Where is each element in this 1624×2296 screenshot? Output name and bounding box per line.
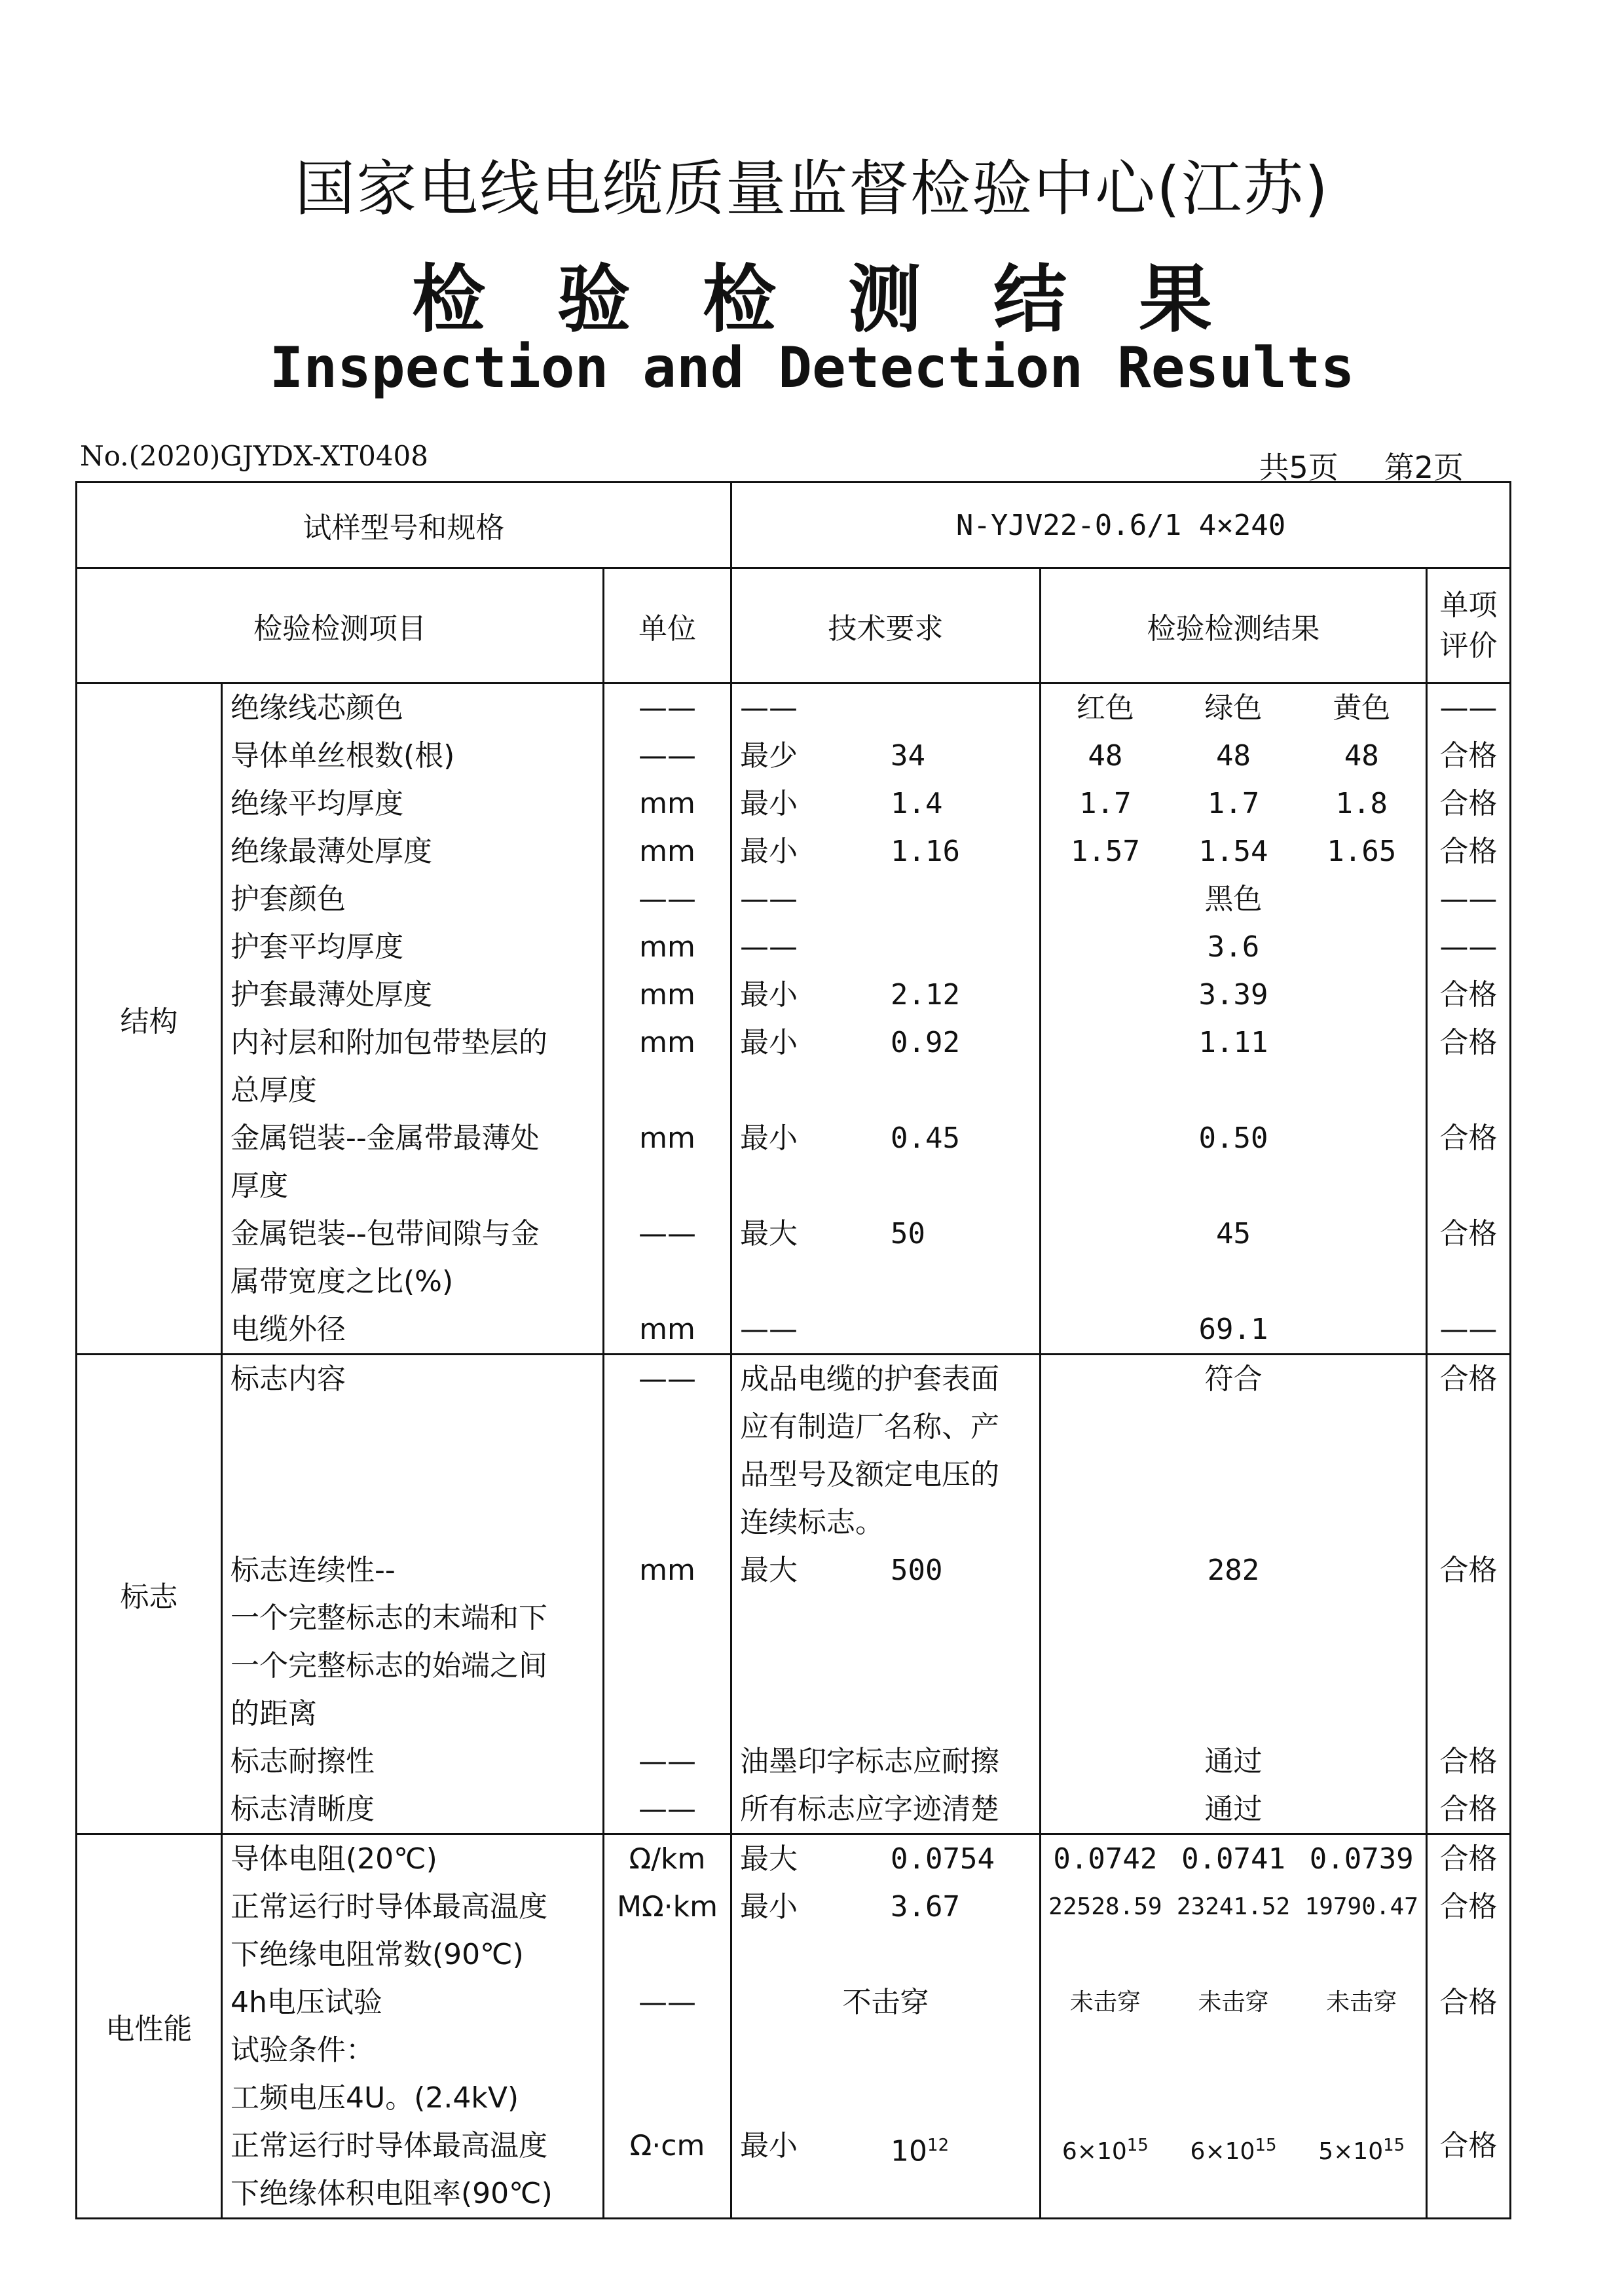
unit-spacer (604, 1931, 730, 1978)
result-core-1 (1041, 2122, 1170, 2170)
result-spacer (1041, 1690, 1426, 1738)
requirement-text: 品型号及额定电压的 (740, 1458, 1000, 1491)
result-value: 3.6 (1207, 930, 1260, 964)
requirement-number: 0.92 (891, 1026, 960, 1059)
unit-spacer (604, 2026, 730, 2074)
item-label: 的距离 (231, 1697, 317, 1730)
requirement-text: 应有制造厂名称、产 (740, 1410, 1000, 1444)
result-spacer (1041, 1258, 1426, 1305)
unit-value: mm (639, 1554, 695, 1587)
unit-spacer (604, 2170, 730, 2217)
item-label: 绝缘最薄处厚度 (231, 835, 432, 868)
result-value: 282 (1207, 1554, 1260, 1587)
result-value: 3.39 (1198, 978, 1268, 1011)
col-evaluation (1427, 568, 1511, 683)
item-label: 绝缘平均厚度 (231, 787, 403, 820)
item-label: 内衬层和附加包带垫层的 (231, 1026, 547, 1059)
structure-units (604, 683, 731, 1355)
organization-title: 国家电线电缆质量监督检验中心(江苏) (295, 154, 1329, 224)
requirement-number (891, 1305, 1039, 1353)
requirement-qualifier: 最小 (740, 2129, 798, 2162)
evaluation-spacer (1428, 2026, 1509, 2074)
item-label: 标志内容 (231, 1362, 346, 1396)
requirement-spacer (732, 1931, 1039, 1978)
evaluation-value: 合格 (1439, 1026, 1498, 1059)
result-core-2: 48 (1216, 739, 1251, 773)
result-spacer (1041, 2170, 1426, 2217)
requirement-base: 10 (891, 2134, 928, 2168)
item-label: 电缆外径 (231, 1313, 346, 1346)
result-core-2: 23241.52 (1176, 1893, 1291, 1920)
evaluation-value: —— (1439, 930, 1498, 964)
unit-value: Ω/km (629, 1842, 706, 1876)
group-label-marking: 标志 (77, 1355, 222, 1834)
marking-requirements (731, 1355, 1041, 1834)
requirement-value (732, 1019, 1039, 1066)
sample-label: 试样型号和规格 (77, 483, 731, 568)
item-label: 绝缘线芯颜色 (231, 691, 403, 725)
unit-value: —— (638, 1793, 697, 1826)
result-values (1041, 780, 1426, 828)
requirement-qualifier: 最大 (740, 1554, 798, 1587)
unit-value: mm (639, 978, 695, 1011)
item-label-spacer (223, 1499, 602, 1546)
result-spacer (1041, 2074, 1426, 2122)
requirement-number (891, 875, 1039, 923)
unit-spacer (604, 1499, 730, 1546)
unit-value: mm (639, 835, 695, 868)
result-core-2 (1170, 2122, 1298, 2170)
group-label-electrical: 电性能 (77, 1834, 222, 2219)
requirement-qualifier: —— (740, 691, 798, 725)
unit-value: —— (638, 1986, 697, 2019)
evaluation-spacer (1428, 1162, 1509, 1210)
group-marking (77, 1355, 1511, 1834)
marking-results (1041, 1355, 1427, 1834)
unit-spacer (604, 1451, 730, 1499)
evaluation-value: 合格 (1439, 787, 1498, 820)
item-label: 一个完整标志的始端之间 (231, 1649, 547, 1683)
item-label: 金属铠装--包带间隙与金 (231, 1217, 540, 1250)
evaluation-spacer (1428, 1594, 1509, 1642)
sample-value: N-YJV22-0.6/1 4×240 (731, 483, 1511, 568)
structure-items (222, 683, 604, 1355)
result-core-3: 0.0739 (1309, 1842, 1414, 1876)
requirement-number (891, 923, 1039, 971)
col-requirement: 技术要求 (731, 568, 1041, 683)
requirement-value (732, 780, 1039, 828)
unit-spacer (604, 1690, 730, 1738)
col-result: 检验检测结果 (1041, 568, 1427, 683)
evaluation-value: 合格 (1439, 1842, 1498, 1876)
requirement-spacer (732, 1594, 1039, 1642)
requirement-text: 不击穿 (842, 1986, 929, 2019)
item-label: 工频电压4U。(2.4kV) (231, 2081, 519, 2115)
result-spacer (1041, 1499, 1426, 1546)
requirement-number (891, 684, 1039, 732)
requirement-qualifier: 最大 (740, 1217, 798, 1250)
requirement-number (891, 2122, 1039, 2170)
result-core-1: 1.57 (1070, 835, 1140, 868)
result-value: 45 (1216, 1217, 1251, 1250)
evaluation-value: 合格 (1439, 1890, 1498, 1923)
evaluation-value: 合格 (1439, 978, 1498, 1011)
result-value: 1.11 (1198, 1026, 1268, 1059)
evaluation-spacer (1428, 1403, 1509, 1451)
requirement-qualifier: —— (740, 930, 798, 964)
result-value: 符合 (1204, 1362, 1263, 1396)
evaluation-value: 合格 (1439, 835, 1498, 868)
requirement-number: 0.0754 (891, 1842, 995, 1876)
evaluation-value: 合格 (1439, 2129, 1498, 2162)
evaluation-value: —— (1439, 883, 1498, 916)
result-values (1041, 684, 1426, 732)
requirement-text: 所有标志应字迹清楚 (740, 1793, 1000, 1826)
electrical-results (1041, 1834, 1427, 2219)
result-values (1041, 1883, 1426, 1931)
unit-value: —— (638, 1745, 697, 1778)
unit-value: mm (639, 787, 695, 820)
item-label: 导体电阻(20℃) (231, 1842, 437, 1876)
result-core-1: 0.0742 (1053, 1842, 1158, 1876)
result-exponent: 15 (1126, 2136, 1149, 2155)
requirement-spacer (732, 1258, 1039, 1305)
result-spacer (1041, 1403, 1426, 1451)
unit-spacer (604, 1258, 730, 1305)
result-core-1: 22528.59 (1048, 1893, 1162, 1920)
result-spacer (1041, 1066, 1426, 1114)
evaluation-spacer (1428, 1258, 1509, 1305)
item-label: 下绝缘体积电阻率(90℃) (231, 2177, 553, 2210)
evaluation-value: 合格 (1439, 1362, 1498, 1396)
item-label: 导体单丝根数(根) (231, 739, 455, 773)
evaluation-value: 合格 (1439, 739, 1498, 773)
result-core-3: 未击穿 (1326, 1989, 1397, 2016)
evaluation-value: 合格 (1439, 1986, 1498, 2019)
item-label: 正常运行时导体最高温度 (231, 2129, 547, 2162)
group-structure (77, 683, 1511, 1355)
item-label: 厚度 (231, 1169, 288, 1203)
requirement-exponent: 12 (927, 2136, 950, 2155)
evaluation-spacer (1428, 1499, 1509, 1546)
result-values (1041, 828, 1426, 875)
requirement-value (732, 1210, 1039, 1258)
item-label: 金属铠装--金属带最薄处 (231, 1121, 540, 1155)
result-values (1041, 732, 1426, 780)
evaluation-value: 合格 (1439, 1554, 1498, 1587)
result-exponent: 15 (1255, 2136, 1277, 2155)
item-label: 总厚度 (231, 1074, 317, 1107)
column-header-row (77, 568, 1511, 683)
evaluation-value: 合格 (1439, 1745, 1498, 1778)
results-table (75, 481, 1511, 2219)
result-spacer (1041, 1594, 1426, 1642)
evaluation-value: —— (1439, 1313, 1498, 1346)
result-value: 黑色 (1204, 883, 1263, 916)
requirement-number: 2.12 (891, 978, 960, 1011)
unit-value: —— (638, 1217, 697, 1250)
item-label-spacer (223, 1451, 602, 1499)
requirement-qualifier: 最小 (740, 835, 798, 868)
unit-value: —— (638, 883, 697, 916)
col-item: 检验检测项目 (77, 568, 604, 683)
result-core-3: 黄色 (1333, 691, 1391, 725)
result-values (1041, 2122, 1426, 2170)
requirement-spacer (732, 2170, 1039, 2217)
result-core-1: 红色 (1076, 691, 1134, 725)
result-core-3: 1.8 (1335, 787, 1388, 820)
requirement-number: 34 (891, 739, 926, 773)
requirement-number: 0.45 (891, 1121, 960, 1155)
result-spacer (1041, 1642, 1426, 1690)
evaluation-spacer (1428, 1690, 1509, 1738)
result-core-1: 未击穿 (1069, 1989, 1141, 2016)
requirement-value (732, 875, 1039, 923)
item-label-spacer (223, 1403, 602, 1451)
evaluation-spacer (1428, 1066, 1509, 1114)
requirement-number: 3.67 (891, 1890, 960, 1923)
requirement-qualifier: 最小 (740, 978, 798, 1011)
requirement-value (732, 971, 1039, 1019)
result-core-2: 绿色 (1204, 691, 1263, 725)
unit-spacer (604, 1642, 730, 1690)
col-evaluation-line2: 评价 (1439, 629, 1498, 663)
marking-items (222, 1355, 604, 1834)
marking-evaluations (1427, 1355, 1511, 1834)
requirement-spacer (732, 2026, 1039, 2074)
requirement-spacer (732, 1690, 1039, 1738)
requirement-spacer (732, 2074, 1039, 2122)
requirement-value (732, 828, 1039, 875)
item-label: 4h电压试验 (231, 1986, 382, 2019)
group-label-structure: 结构 (77, 683, 222, 1355)
result-core-3: 48 (1344, 739, 1379, 773)
result-core-2: 0.0741 (1181, 1842, 1286, 1876)
evaluation-spacer (1428, 1931, 1509, 1978)
evaluation-spacer (1428, 2170, 1509, 2217)
unit-value: mm (639, 1121, 695, 1155)
result-core-2: 未击穿 (1198, 1989, 1269, 2016)
unit-value: mm (639, 930, 695, 964)
total-pages: 共5页 (1259, 450, 1338, 485)
unit-value: mm (639, 1026, 695, 1059)
result-spacer (1041, 1931, 1426, 1978)
requirement-text: 连续标志。 (740, 1506, 885, 1539)
evaluation-value: —— (1439, 691, 1498, 725)
item-label: 试验条件： (231, 2033, 375, 2067)
requirement-spacer (732, 1642, 1039, 1690)
unit-value: —— (638, 1362, 697, 1396)
requirement-qualifier: 最小 (740, 1890, 798, 1923)
requirement-value (732, 1546, 1039, 1594)
electrical-units (604, 1834, 731, 2219)
evaluation-spacer (1428, 1642, 1509, 1690)
requirement-value (732, 684, 1039, 732)
requirement-qualifier: —— (740, 883, 798, 916)
requirement-qualifier: 最小 (740, 1026, 798, 1059)
unit-spacer (604, 1403, 730, 1451)
col-unit: 单位 (604, 568, 731, 683)
group-electrical (77, 1834, 1511, 2219)
requirement-qualifier: 最小 (740, 787, 798, 820)
item-label: 护套最薄处厚度 (231, 978, 432, 1011)
electrical-requirements (731, 1834, 1041, 2219)
unit-spacer (604, 1594, 730, 1642)
structure-requirements (731, 683, 1041, 1355)
result-value: 通过 (1204, 1793, 1263, 1826)
item-label: 正常运行时导体最高温度 (231, 1890, 547, 1923)
unit-spacer (604, 1066, 730, 1114)
result-spacer (1041, 2026, 1426, 2074)
result-value: 69.1 (1198, 1313, 1268, 1346)
col-evaluation-line1: 单项 (1439, 588, 1498, 622)
electrical-items (222, 1834, 604, 2219)
result-core-1: 48 (1088, 739, 1123, 773)
sample-row (77, 483, 1511, 568)
result-values (1041, 1835, 1426, 1883)
unit-value: —— (638, 691, 697, 725)
document-title-english: Inspection and Detection Results (269, 335, 1355, 401)
result-value: 0.50 (1198, 1121, 1268, 1155)
requirement-number: 50 (891, 1217, 926, 1250)
requirement-qualifier: 最少 (740, 739, 798, 773)
result-core-1: 1.7 (1079, 787, 1132, 820)
result-base: 6×10 (1061, 2138, 1127, 2165)
requirement-value (732, 732, 1039, 780)
requirement-value (732, 1114, 1039, 1162)
item-label: 标志耐擦性 (231, 1745, 375, 1778)
result-core-2: 1.54 (1198, 835, 1268, 868)
unit-spacer (604, 2074, 730, 2122)
unit-spacer (604, 1162, 730, 1210)
result-core-3: 1.65 (1327, 835, 1397, 868)
current-page: 第2页 (1384, 450, 1464, 485)
result-core-3: 19790.47 (1304, 1893, 1418, 1920)
requirement-value (732, 1305, 1039, 1353)
requirement-value (732, 1883, 1039, 1931)
requirement-qualifier: 最小 (740, 1121, 798, 1155)
result-core-3 (1297, 2122, 1426, 2170)
requirement-value (732, 1835, 1039, 1883)
item-label: 下绝缘电阻常数(90℃) (231, 1938, 524, 1971)
unit-value: mm (639, 1313, 695, 1346)
item-label: 标志清晰度 (231, 1793, 375, 1826)
item-label: 护套平均厚度 (231, 930, 403, 964)
evaluation-value: 合格 (1439, 1121, 1498, 1155)
result-core-2: 1.7 (1207, 787, 1260, 820)
marking-units (604, 1355, 731, 1834)
result-values (1041, 1978, 1426, 2026)
unit-value: —— (638, 739, 697, 773)
evaluation-value: 合格 (1439, 1217, 1498, 1250)
result-exponent: 15 (1383, 2136, 1405, 2155)
document-title: 检验检测结果 (412, 257, 1284, 342)
result-base: 5×10 (1318, 2138, 1384, 2165)
requirement-text: 成品电缆的护套表面 (740, 1362, 1000, 1396)
requirement-number: 1.16 (891, 835, 960, 868)
result-value: 通过 (1204, 1745, 1263, 1778)
structure-evaluations (1427, 683, 1511, 1355)
item-label: 护套颜色 (231, 883, 346, 916)
evaluation-value: 合格 (1439, 1793, 1498, 1826)
result-spacer (1041, 1162, 1426, 1210)
electrical-evaluations (1427, 1834, 1511, 2219)
result-base: 6×10 (1190, 2138, 1255, 2165)
requirement-value (732, 923, 1039, 971)
requirement-text: 油墨印字标志应耐擦 (740, 1745, 1000, 1778)
evaluation-spacer (1428, 1451, 1509, 1499)
requirement-number: 1.4 (891, 787, 943, 820)
requirement-spacer (732, 1162, 1039, 1210)
structure-results (1041, 683, 1427, 1355)
requirement-qualifier: —— (740, 1313, 798, 1346)
unit-value: MΩ·km (617, 1890, 718, 1923)
unit-value: Ω·cm (629, 2129, 705, 2162)
result-spacer (1041, 1451, 1426, 1499)
requirement-number: 500 (891, 1554, 943, 1587)
evaluation-spacer (1428, 2074, 1509, 2122)
requirement-value (732, 2122, 1039, 2170)
requirement-qualifier: 最大 (740, 1842, 798, 1876)
item-label: 标志连续性-- (231, 1554, 396, 1587)
requirement-spacer (732, 1066, 1039, 1114)
report-number: No.(2020)GJYDX-XT0408 (80, 440, 428, 472)
item-label: 属带宽度之比(%) (231, 1265, 454, 1298)
item-label: 一个完整标志的末端和下 (231, 1601, 547, 1635)
